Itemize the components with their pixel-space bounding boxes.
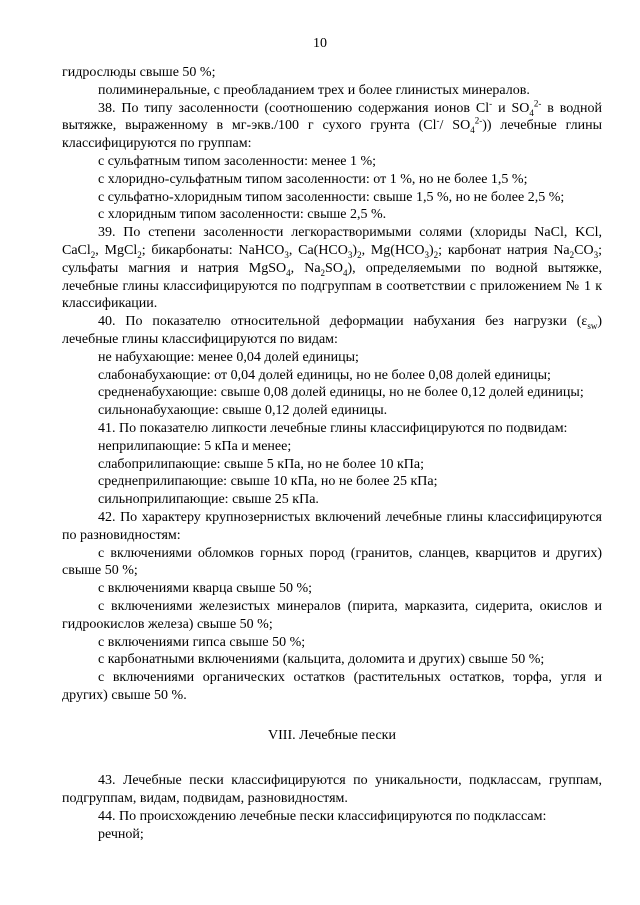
list-item: с сульфатным типом засоленности: менее 1 %; bbox=[98, 153, 377, 169]
list-item: средненабухающие: свыше 0,08 долей единицы, но не более 0,12 долей единицы; bbox=[98, 385, 584, 401]
list-item: не набухающие: менее 0,04 долей единицы; bbox=[98, 349, 359, 365]
list-item: с включениями кварца свыше 50 %; bbox=[98, 581, 312, 597]
paragraph-39: 39. По степени засоленности легкорастворимыми солями (хлориды NaCl, KCl, CaCl$_2$, MgCl$_2$; бикарбонаты: NaHCO$_3$, $Ca(HCO_3)_2$, $Mg(HCO_3)_2$; карбонат натрия $Na_2CO_3$; сульфаты магния и натрия MgSO$_4$, $Na_2SO_4$), определяемыми по водной вытяжке, лечебные глины классифицируются по подгруппам в соответствии с приложением № 1 к классификации. bbox=[62, 225, 603, 312]
section-heading: VIII. Лечебные пески bbox=[268, 727, 396, 743]
list-item: речной; bbox=[98, 826, 144, 842]
paragraph-41: 41. По показателю липкости лечебные глины классифицируются по подвидам: bbox=[98, 420, 568, 436]
list-item: слабонабухающие: от 0,04 долей единицы, но не более 0,08 долей единицы; bbox=[98, 367, 551, 383]
text-line: гидрослюды свыше 50 %; bbox=[62, 65, 216, 80]
list-item: слабоприлипающие: свыше 5 кПа, но не более 10 кПа; bbox=[98, 456, 424, 472]
list-item: неприлипающие: 5 кПа и менее; bbox=[98, 438, 292, 454]
list-item: с включениями гипса свыше 50 %; bbox=[98, 634, 306, 650]
text-line: полиминеральные, с преобладанием трех и более глинистых минералов. bbox=[98, 82, 530, 98]
list-item: с карбонатными включениями (кальцита, доломита и других) свыше 50 %; bbox=[98, 652, 545, 668]
list-item: с хлоридным типом засоленности: свыше 2,5 %. bbox=[98, 207, 387, 223]
page-number: 10 bbox=[313, 36, 327, 51]
list-item: с хлоридно-сульфатным типом засоленности: от 1 %, но не более 1,5 %; bbox=[98, 171, 528, 187]
list-item: сильноприлипающие: свыше 25 кПа. bbox=[98, 492, 319, 508]
paragraph-42: 42. По характеру крупнозернистых включений лечебные глины классифицируются по разновидностям: bbox=[62, 509, 602, 543]
list-item: с включениями железистых минералов (пирита, марказита, сидерита, окислов и гидроокислов железа) свыше 50 %; bbox=[62, 598, 602, 632]
list-item: с включениями обломков горных пород (гранитов, сланцев, кварцитов и других) свыше 50 %; bbox=[62, 545, 602, 579]
paragraph-40: 40. По показателю относительной деформации набухания без нагрузки $(\varepsilon_{sw})$ лечебные глины классифицируются по видам: bbox=[62, 314, 602, 347]
list-item: сильнонабухающие: свыше 0,12 долей единицы. bbox=[98, 403, 388, 419]
list-item: с сульфатно-хлоридным типом засоленности: свыше 1,5 %, но не более 2,5 %; bbox=[98, 189, 565, 205]
list-item: с включениями органических остатков (растительных остатков, торфа, угля и других) свыше 50 %. bbox=[62, 670, 602, 703]
list-item: среднеприлипающие: свыше 10 кПа, но не более 25 кПа; bbox=[98, 474, 438, 490]
paragraph-38: 38. По типу засоленности (соотношению содержания ионов Cl- и $SO_4^{2-}$ в водной вытяжке, выраженному в мг-экв./100 г сухого грунта (Cl-/ $SO_4^{2-}$)) лечебные глины классифицируются по группам: bbox=[62, 97, 603, 152]
paragraph-44: 44. По происхождению лечебные пески классифицируются по подклассам: bbox=[98, 809, 547, 825]
paragraph-43: 43. Лечебные пески классифицируются по уникальности, подклассам, группам, подгруппам, видам, подвидам, разновидностям. bbox=[62, 773, 602, 807]
document-body bbox=[62, 64, 602, 844]
